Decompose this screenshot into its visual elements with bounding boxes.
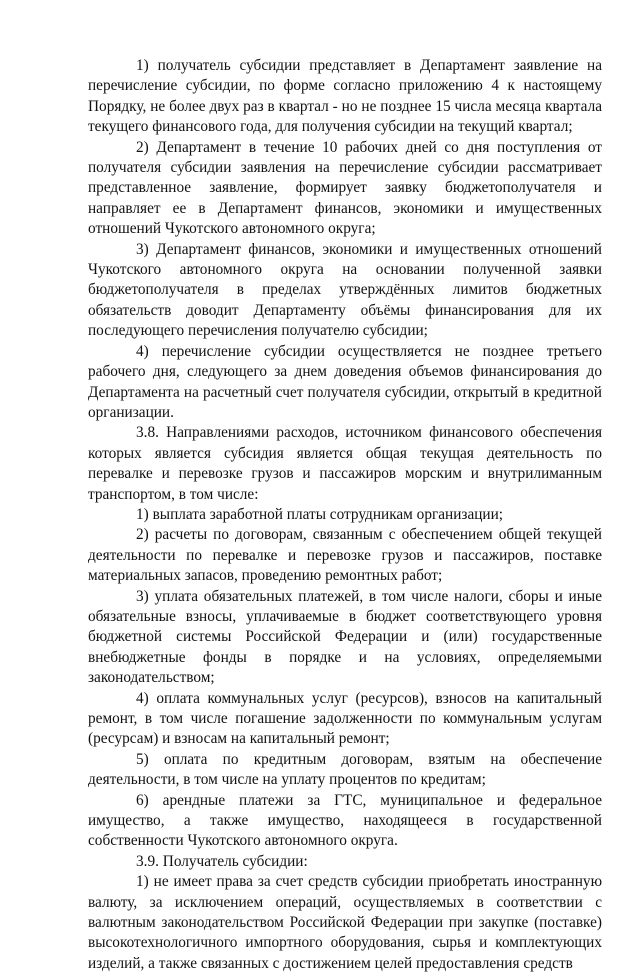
paragraph-expense-utilities: 4) оплата коммунальных услуг (ресурсов), взносов на капитальный ремонт, в том числе погашение задолженности по коммунальным услугам (ресурсам) и взносам на капитальный ремонт; — [88, 689, 602, 748]
paragraph-currency-restriction: 1) не имеет права за счет средств субсидии приобретать иностранную валюту, за исключением операций, осуществляемых в соответствии с валютным законодательством Российской Федерации при закупке (поставке) высокотехнологичного импортного оборудования, сырья и комплектующих изделий, а также связанных с достижением целей предоставления средств — [88, 873, 602, 972]
paragraph-expense-rent: 6) арендные платежи за ГТС, муниципальное и федеральное имущество, а также имущество, находящееся в государственной собственности Чукотского автономного округа. — [88, 791, 602, 850]
paragraph-1-subsidy-application: 1) получатель субсидии представляет в Департамент заявление на перечисление субсидии, по форме согласно приложению 4 к настоящему Порядку, не более двух раз в квартал - но не позднее 15 числа месяца квартала текущего финансового года, для получения субсидии на текущий квартал; — [88, 57, 602, 136]
paragraph-2-department-review: 2) Департамент в течение 10 рабочих дней со дня поступления от получателя субсидии заявления на перечисление субсидии рассматривает представленное заявление, формирует заявку бюджетополучателя и направляет ее в Департамент финансов, экономики и имущественных отношений Чукотского автономного округа; — [88, 138, 602, 238]
document-page — [88, 56, 602, 974]
paragraph-3-8-expense-directions: 3.8. Направлениями расходов, источником финансового обеспечения которых является субсидия является общая текущая деятельность по перевалке и перевозке грузов и пассажиров морским и внутрилиманным транспортом, в том числе: — [88, 424, 602, 503]
paragraph-expense-contracts: 2) расчеты по договорам, связанным с обеспечением общей текущей деятельности по перевалке и перевозке грузов и пассажиров, поставке материальных запасов, проведению ремонтных работ; — [88, 526, 602, 585]
paragraph-3-finance-department: 3) Департамент финансов, экономики и имущественных отношений Чукотского автономного округа на основании полученной заявки бюджетополучателя в пределах утверждённых лимитов бюджетных обязательств доводит Департаменту объёмы финансирования для их последующего перечисления получателю субсидии; — [88, 240, 602, 340]
paragraph-expense-credit: 5) оплата по кредитным договорам, взятым на обеспечение деятельности, в том числе на уплату процентов по кредитам; — [88, 750, 602, 789]
paragraph-3-9-recipient: 3.9. Получатель субсидии: — [136, 852, 308, 870]
paragraph-4-transfer: 4) перечисление субсидии осуществляется не позднее третьего рабочего дня, следующего за днем доведения объемов финансирования до Департамента на расчетный счет получателя субсидии, открытый в кредитной организации. — [88, 342, 602, 421]
paragraph-expense-mandatory-payments: 3) уплата обязательных платежей, в том числе налоги, сборы и иные обязательные взносы, уплачиваемые в бюджет соответствующего уровня бюджетной системы Российской Федерации и (или) государственные внебюджетные фонды в порядке и на условиях, определяемыми законодательством; — [88, 587, 602, 687]
paragraph-expense-salary: 1) выплата заработной платы сотрудникам организации; — [136, 505, 504, 523]
